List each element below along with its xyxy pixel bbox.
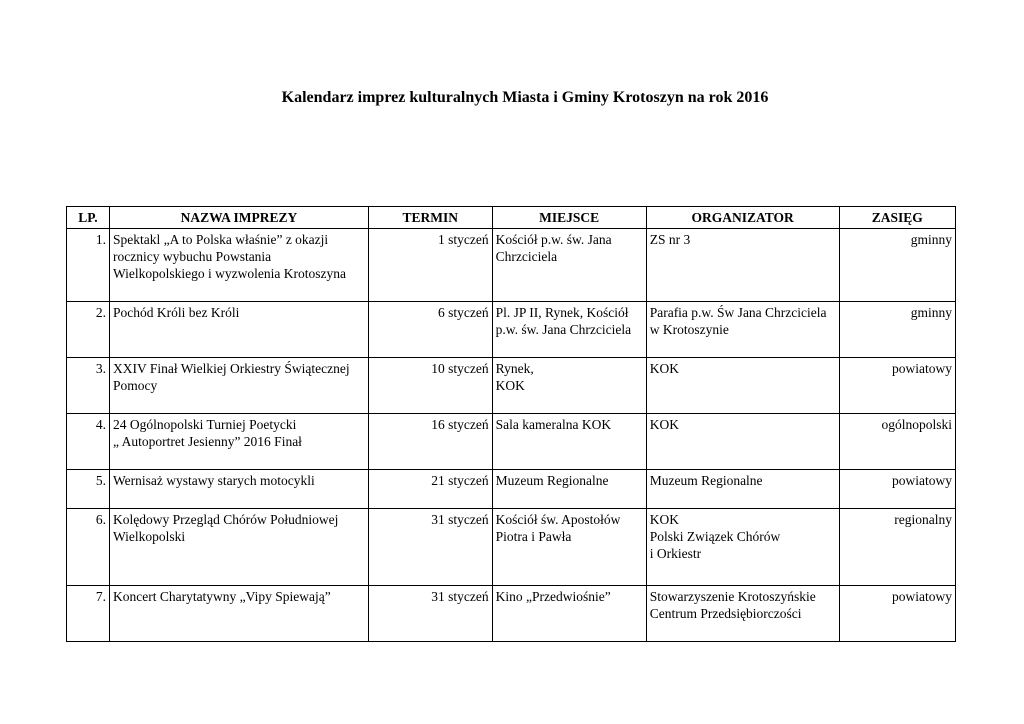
- cell-lp: 3.: [67, 358, 110, 414]
- cell-scope: regionalny: [839, 509, 955, 586]
- table-row: [67, 229, 956, 302]
- cell-place: Rynek, KOK: [492, 358, 646, 414]
- cell-date: 1 styczeń: [368, 229, 492, 302]
- cell-scope: ogólnopolski: [839, 414, 955, 470]
- cell-lp: 1.: [67, 229, 110, 302]
- cell-date: 6 styczeń: [368, 302, 492, 358]
- cell-date: 31 styczeń: [368, 509, 492, 586]
- cell-scope: gminny: [839, 229, 955, 302]
- table-row: [67, 509, 956, 586]
- cell-date: 21 styczeń: [368, 470, 492, 509]
- header-name: NAZWA IMPREZY: [109, 207, 368, 229]
- header-organizer: ORGANIZATOR: [646, 207, 839, 229]
- cell-place: Muzeum Regionalne: [492, 470, 646, 509]
- cell-name: Koncert Charytatywny „Vipy Spiewają”: [109, 586, 368, 642]
- cell-lp: 2.: [67, 302, 110, 358]
- cell-scope: powiatowy: [839, 470, 955, 509]
- cell-date: 16 styczeń: [368, 414, 492, 470]
- document-title: Kalendarz imprez kulturalnych Miasta i Gminy Krotoszyn na rok 2016: [281, 89, 769, 106]
- cell-organizer: KOK: [646, 358, 839, 414]
- table-row: [67, 586, 956, 642]
- table-row: [67, 470, 956, 509]
- cell-organizer: KOK Polski Związek Chórów i Orkiestr: [646, 509, 839, 586]
- cell-name: Pochód Króli bez Króli: [109, 302, 368, 358]
- table-row: [67, 358, 956, 414]
- cell-organizer: Parafia p.w. Św Jana Chrzciciela w Krotoszynie: [646, 302, 839, 358]
- cell-name: XXIV Finał Wielkiej Orkiestry Świątecznej Pomocy: [109, 358, 368, 414]
- header-date: TERMIN: [368, 207, 492, 229]
- cell-place: Kościół św. Apostołów Piotra i Pawła: [492, 509, 646, 586]
- cell-organizer: KOK: [646, 414, 839, 470]
- cell-lp: 5.: [67, 470, 110, 509]
- cell-lp: 4.: [67, 414, 110, 470]
- cell-place: Pl. JP II, Rynek, Kościół p.w. św. Jana Chrzciciela: [492, 302, 646, 358]
- cell-place: Kościół p.w. św. Jana Chrzciciela: [492, 229, 646, 302]
- cell-name: 24 Ogólnopolski Turniej Poetycki „ Autoportret Jesienny” 2016 Finał: [109, 414, 368, 470]
- cell-scope: gminny: [839, 302, 955, 358]
- cell-lp: 6.: [67, 509, 110, 586]
- cell-place: Sala kameralna KOK: [492, 414, 646, 470]
- cell-name: Spektakl „A to Polska właśnie” z okazji rocznicy wybuchu Powstania Wielkopolskiego i wyzwolenia Krotoszyna: [109, 229, 368, 302]
- cell-place: Kino „Przedwiośnie”: [492, 586, 646, 642]
- table-row: [67, 302, 956, 358]
- header-place: MIEJSCE: [492, 207, 646, 229]
- table-row: [67, 414, 956, 470]
- cell-scope: powiatowy: [839, 358, 955, 414]
- cell-date: 31 styczeń: [368, 586, 492, 642]
- events-table: [66, 206, 956, 642]
- header-lp: LP.: [67, 207, 110, 229]
- cell-date: 10 styczeń: [368, 358, 492, 414]
- cell-name: Wernisaż wystawy starych motocykli: [109, 470, 368, 509]
- cell-lp: 7.: [67, 586, 110, 642]
- header-scope: ZASIĘG: [839, 207, 955, 229]
- cell-scope: powiatowy: [839, 586, 955, 642]
- cell-name: Kolędowy Przegląd Chórów Południowej Wielkopolski: [109, 509, 368, 586]
- cell-organizer: Muzeum Regionalne: [646, 470, 839, 509]
- cell-organizer: ZS nr 3: [646, 229, 839, 302]
- cell-organizer: Stowarzyszenie Krotoszyńskie Centrum Przedsiębiorczości: [646, 586, 839, 642]
- table-header-row: [67, 207, 956, 229]
